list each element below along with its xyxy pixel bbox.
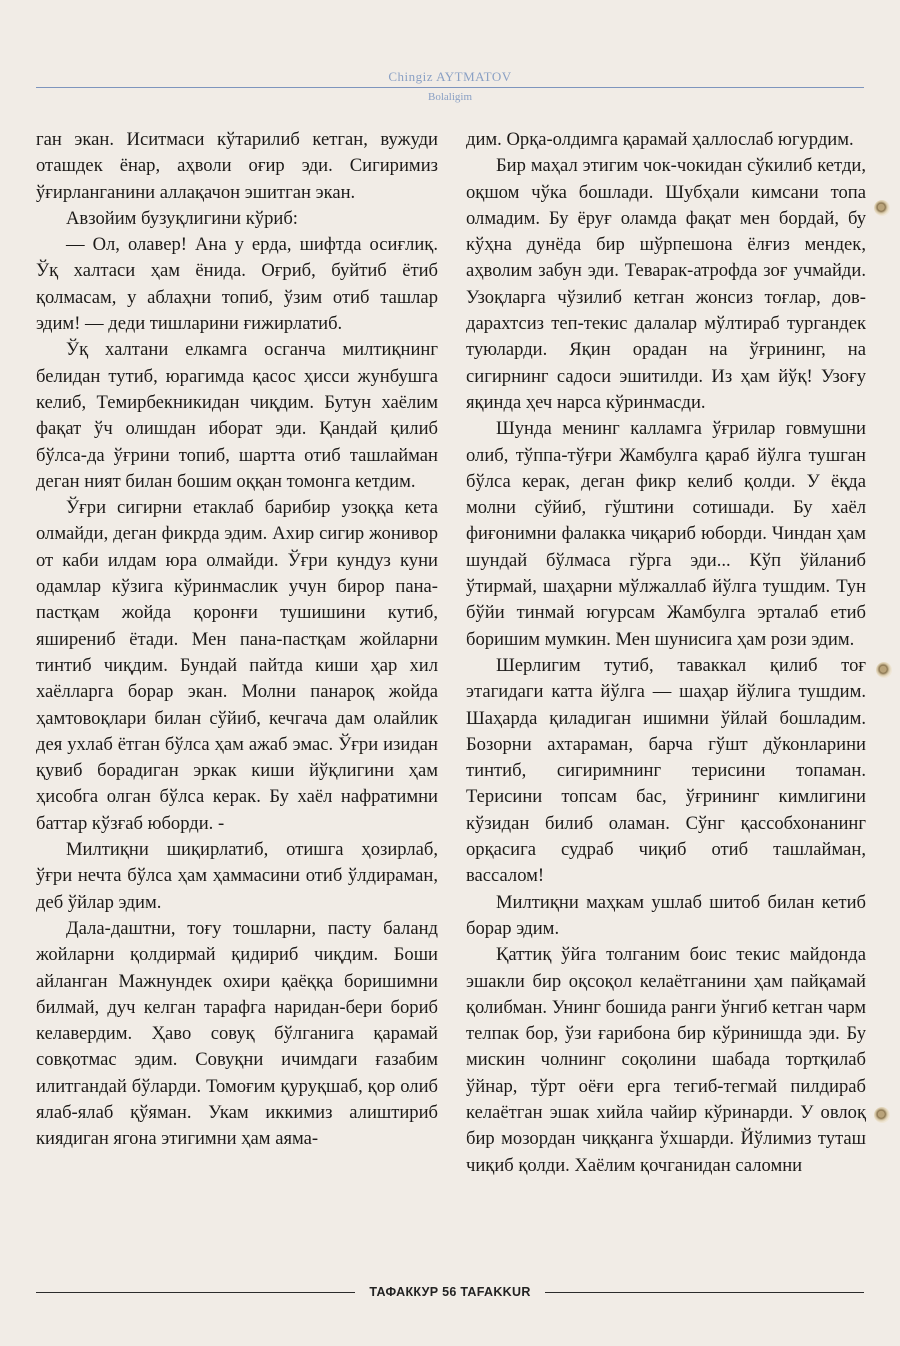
footer-rule-right <box>545 1292 864 1293</box>
paragraph: Шерлигим тутиб, таваккал қилиб тоғ этагидаги катта йўлга — шаҳар йўлига тушдим. Шаҳарда қиладиган ишимни ўйлай бошладим. Бозорни ахтараман, барча гўшт дўконларини тинтиб, сигиримнинг терисини топаман. Терисини топсам бас, ўғрининг кимлигини кўзидан билиб оламан. Сўнг қассобхонанинг орқасига судраб чиқиб отиб ташлайман, вассалом! <box>466 654 866 887</box>
paragraph: Милтиқни шиқирлатиб, отишга ҳозирлаб, ўғри нечта бўлса ҳам ҳаммасини отиб ўлдираман, деб ўйлар эдим. <box>36 839 438 913</box>
binding-hole-icon <box>876 662 892 678</box>
paragraph: Авзойим бузуқлигини кўриб: <box>66 207 298 229</box>
left-text-column <box>36 127 438 1153</box>
header-author: Chingiz AYTMATOV <box>388 69 512 84</box>
paragraph: Ўқ халтани елкамга осганча милтиқнинг белидан тутиб, юрагимда қасос ҳисси жунбушга келиб, Темирбекникидан чиқдим. Бутун хаёлим фақат ўч олишдан иборат эди. Қандай қилиб бўлса-да ўғрини топиб, шартта отиб ташлайман деган ният билан бошим оққан томонга кетдим. <box>36 339 438 492</box>
paragraph: ган экан. Иситмаси кўтарилиб кетган, вужуди оташдек ёнар, аҳволи оғир эди. Сигиримиз ўғирланганини аллақачон эшитган экан. <box>36 129 438 203</box>
header-work-title: Bolaligim <box>428 91 472 103</box>
footer-rule-left <box>36 1292 355 1293</box>
paragraph: Милтиқни маҳкам ушлаб шитоб билан кетиб борар эдим. <box>466 891 866 939</box>
paragraph: Қаттиқ ўйга толганим боис текис майдонда эшакли бир оқсоқол келаётганини ҳам пайқамай қолибман. Унинг бошида ранги ўнгиб кетган чарм телпак бор, ўзи ғарибона бир кўринишда эди. Бу мискин чолнинг соқолини шабада тортқилаб ўйнар, тўрт оёғи ерга тегиб-тегмай пилдираб келаётган эшак хийла чайир кўринарди. У овлоқ бир мозордан чиққанга ўхшарди. Йўлимиз туташ чиқиб қолди. Хаёлим қочганидан саломни <box>466 944 866 1176</box>
binding-hole-icon <box>874 200 890 216</box>
running-header <box>36 68 864 104</box>
paragraph: Дала-даштни, тоғу тошларни, пасту баланд жойларни қолдирмай қидириб чиқдим. Боши айланган Мажнундек охири қаёққа боришимни билмай, дуч келган тарафга наридан-бери бориб келавердим. Ҳаво совуқ бўлганига қарамай совқотмас эдим. Совуқни ичимдаги ғазабим илитгандай бўларди. Томоғим қуруқшаб, қор олиб ялаб-ялаб қўяман. Укам иккимиз алиштириб киядиган ягона этигимни ҳам аяма- <box>36 917 438 1150</box>
footer-page-label: ТАФАККУР 56 TAFAKKUR <box>369 1285 531 1299</box>
paragraph: дим. Орқа-олдимга қарамай ҳаллослаб югурдим. <box>466 129 854 150</box>
paragraph: Шунда менинг калламга ўғрилар говмушни олиб, тўппа-тўғри Жамбулга қараб йўлга тушган бўлса керак, деган фикр келиб қолди. У ёқда молни сўйиб, гўштини сотишади. Бу хаёл фиғонимни фалакка чиқариб юборди. Чиндан ҳам шундай бўлмаса гўрга эди... Кўп ўйланиб ўтирмай, шаҳарни мўлжаллаб йўлга тушдим. Тун бўйи тинмай югурсам Жамбулга эрталаб етиб боришим мумкин. Мен шунисига ҳам рози эдим. <box>466 418 866 650</box>
paragraph: — Ол, олавер! Ана у ерда, шифтда осиғлиқ. Ўқ халтаси ҳам ёнида. Оғриб, буйтиб ётиб қолмасам, у аблаҳни топиб, ўзим отиб ташлар эдим! — деди тишларини ғижирлатиб. <box>36 234 438 335</box>
header-rule <box>36 87 864 88</box>
binding-hole-icon <box>874 1107 890 1123</box>
paragraph: Ўғри сигирни етаклаб барибир узоққа кета олмайди, деган фикрда эдим. Ахир сигир жонивор от каби илдам юра олмайди. Ўғри кундуз куни одамлар кўзига кўринмаслик учун бирор пана-пастқам жойда қоронғи тушишини кутиб, яширениб ётади. Мен пана-пастқам жойларни тинтиб чиқдим. Бундай пайтда киши ҳар хил хаёлларга борар экан. Молни панароқ жойда ҳамтовоқлари билан сўйиб, кечгача дам олайлик дея ухлаб ётган бўлса ҳам ажаб эмас. Ўғри изидан қувиб борадиган эркак киши йўқлигини ҳам ҳисобга олган бўлса керак. Бу хаёл нафратимни баттар кўзғаб юборди. - <box>36 497 438 834</box>
page-footer <box>36 1282 864 1302</box>
paragraph: Бир маҳал этигим чок-чокидан сўкилиб кетди, оқшом чўка бошлади. Шубҳали кимсани топа олмадим. Бу ёруғ оламда фақат мен бордай, бу кўҳна дунёда бир шўрпешона ёлғиз мендек, аҳволим забун эди. Теварак-атрофда зоғ учмайди. Узоқларга чўзилиб кетган жонсиз тоғлар, дов-дарахтсиз теп-текис далалар мўлтираб тургандек туюларди. Яқин орадан на ўғрининг, на сигирнинг садоси эшитилди. Из ҳам йўқ! Узоғу яқинда ҳеч нарса кўринмасди. <box>466 155 866 413</box>
right-text-column <box>466 127 866 1179</box>
